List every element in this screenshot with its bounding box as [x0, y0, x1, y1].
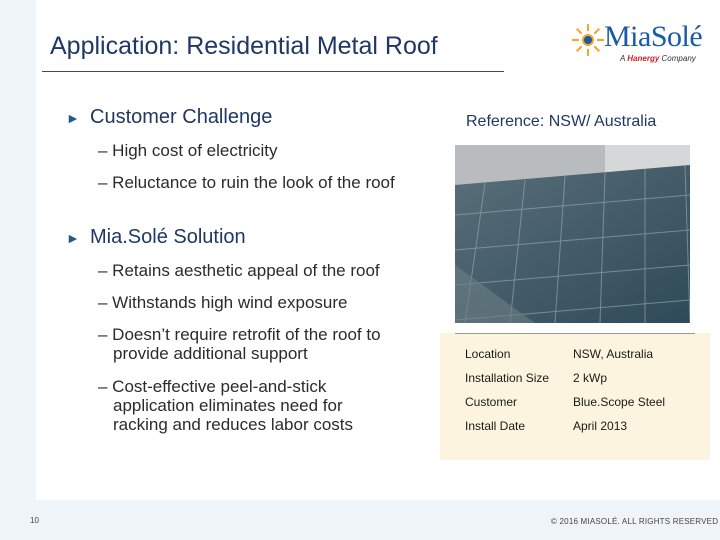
bullet-arrow-icon: ►: [66, 110, 80, 126]
details-divider: [455, 333, 695, 334]
reference-title: Reference: NSW/ Australia: [466, 113, 657, 130]
solution-item: – Doesn’t require retrofit of the roof to provide additional support: [98, 325, 381, 363]
detail-value: Blue.Scope Steel: [573, 395, 666, 409]
slide-title: Application: Residential Metal Roof: [50, 32, 438, 60]
logo-wordmark: MiaSolé: [604, 20, 703, 53]
challenge-heading: ► Customer Challenge: [66, 106, 273, 128]
detail-value: NSW, Australia: [573, 347, 654, 361]
page-number: 10: [30, 516, 39, 525]
solution-item: – Retains aesthetic appeal of the roof: [98, 261, 380, 280]
solution-item: – Cost-effective peel-and-stick application eliminates need for racking and reduces labor costs: [98, 377, 354, 434]
solution-item: – Withstands high wind exposure: [98, 293, 348, 312]
detail-value: April 2013: [573, 419, 628, 433]
bullet-arrow-icon: ►: [66, 230, 80, 246]
solution-heading: ► Mia.Solé Solution: [66, 226, 246, 248]
copyright-notice: © 2016 MIASOLÉ. ALL RIGHTS RESERVED: [551, 517, 719, 526]
roof-solar-photo: [455, 145, 690, 323]
detail-value: 2 kWp: [573, 371, 608, 385]
detail-label: Installation Size: [465, 371, 550, 385]
challenge-item: – High cost of electricity: [98, 141, 278, 160]
miasole-logo: [570, 18, 710, 68]
detail-label: Install Date: [465, 419, 526, 433]
title-divider: [42, 71, 504, 72]
sun-logo-icon: [570, 22, 606, 58]
detail-label: Location: [465, 347, 511, 361]
detail-label: Customer: [465, 395, 518, 409]
challenge-item: – Reluctance to ruin the look of the roof: [98, 173, 395, 192]
logo-tagline: A Hanergy Company: [620, 54, 696, 63]
left-band: [0, 0, 36, 540]
